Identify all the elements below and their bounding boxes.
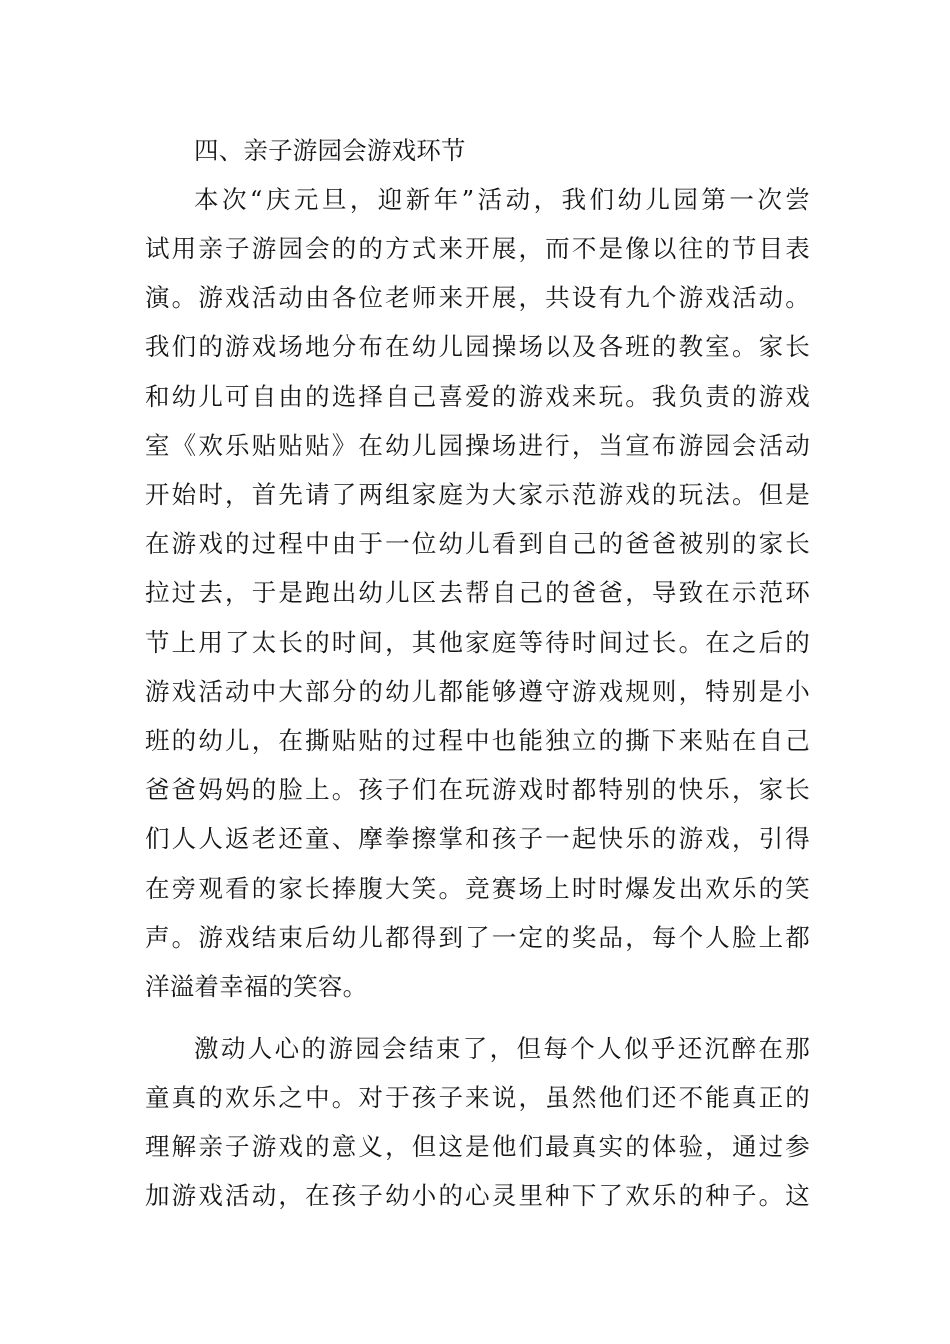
paragraph-line: 我们的游戏场地分布在幼儿园操场以及各班的教室。家长 (145, 332, 810, 361)
paragraph-line: 拉过去，于是跑出幼儿区去帮自己的爸爸，导致在示范环 (145, 578, 810, 607)
paragraph-line: 童真的欢乐之中。对于孩子来说，虽然他们还不能真正的 (145, 1083, 810, 1112)
paragraph-line: 开始时，首先请了两组家庭为大家示范游戏的玩法。但是 (145, 480, 810, 509)
section-heading: 四、亲子游园会游戏环节 (194, 136, 466, 165)
paragraph-line: 游戏活动中大部分的幼儿都能够遵守游戏规则，特别是小 (145, 677, 810, 706)
paragraph-line: 本次“庆元旦，迎新年”活动，我们幼儿园第一次尝 (194, 185, 810, 214)
paragraph-line: 爸爸妈妈的脸上。孩子们在玩游戏时都特别的快乐，家长 (145, 775, 810, 804)
paragraph-line: 声。游戏结束后幼儿都得到了一定的奖品，每个人脸上都 (145, 923, 810, 952)
paragraph-line: 节上用了太长的时间，其他家庭等待时间过长。在之后的 (145, 628, 810, 657)
paragraph-line: 室《欢乐贴贴贴》在幼儿园操场进行，当宣布游园会活动 (145, 431, 810, 460)
paragraph-line: 理解亲子游戏的意义，但这是他们最真实的体验，通过参 (145, 1132, 810, 1161)
paragraph-line: 洋溢着幸福的笑容。 (145, 972, 368, 1001)
paragraph-line: 和幼儿可自由的选择自己喜爱的游戏来玩。我负责的游戏 (145, 382, 810, 411)
paragraph-line: 加游戏活动，在孩子幼小的心灵里种下了欢乐的种子。这 (145, 1181, 810, 1210)
paragraph-line: 们人人返老还童、摩拳擦掌和孩子一起快乐的游戏，引得 (145, 824, 810, 853)
paragraph-line: 演。游戏活动由各位老师来开展，共设有九个游戏活动。 (145, 283, 810, 312)
paragraph-line: 在旁观看的家长捧腹大笑。竞赛场上时时爆发出欢乐的笑 (145, 874, 810, 903)
paragraph-line: 在游戏的过程中由于一位幼儿看到自己的爸爸被别的家长 (145, 529, 810, 558)
paragraph-line: 激动人心的游园会结束了，但每个人似乎还沉醉在那 (194, 1034, 810, 1063)
paragraph-line: 试用亲子游园会的的方式来开展，而不是像以往的节目表 (145, 234, 810, 263)
paragraph-line: 班的幼儿，在撕贴贴的过程中也能独立的撕下来贴在自己 (145, 726, 810, 755)
